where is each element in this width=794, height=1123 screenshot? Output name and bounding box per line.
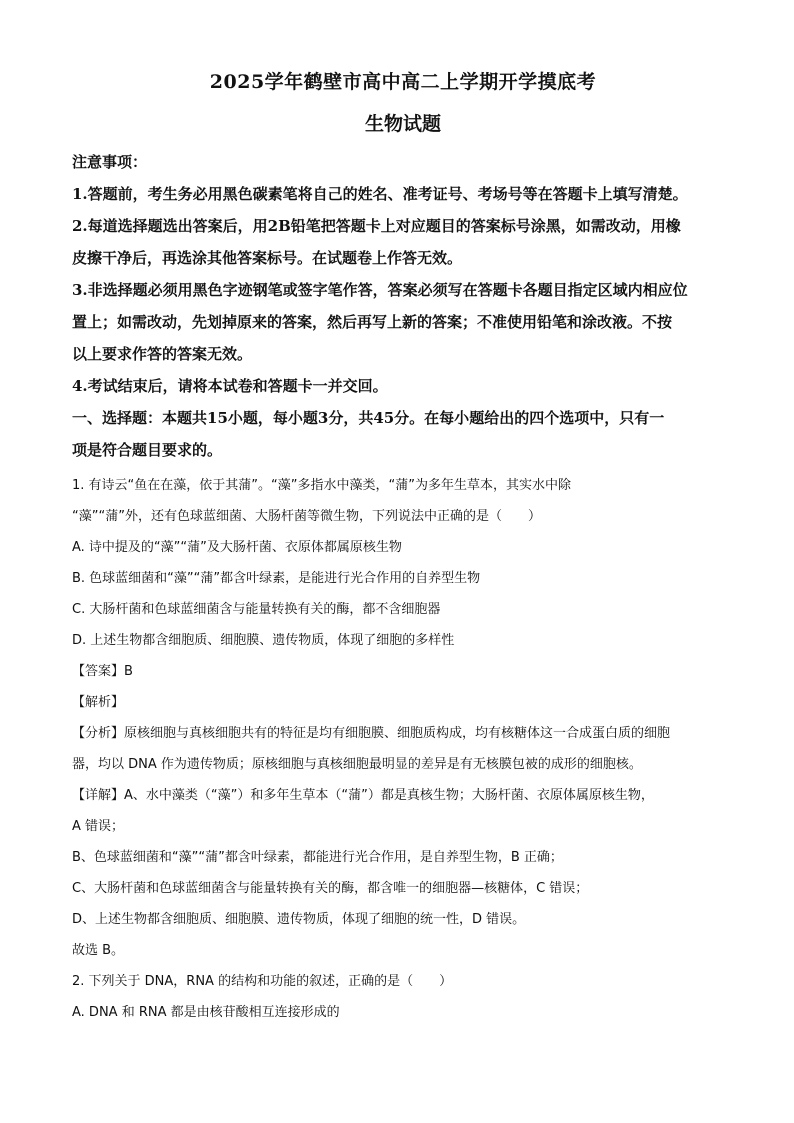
section-heading: 一、选择题：本题共15小题，每小题3分，共45分。在每小题给出的四个选项中，只有一	[72, 409, 665, 427]
option-a: A. 诗中提及的“藻”“蒲”及大肠杆菌、衣原体都属原核生物	[72, 540, 402, 555]
detail-text: 【详解】A、水中藻类（“藻”）和多年生草本（“蒲”）都是真核生物；大肠杆菌、衣原体属原核生物，	[72, 788, 654, 803]
detail-text: D、上述生物都含细胞质、细胞膜、遗传物质，体现了细胞的统一性，D 错误。	[72, 912, 526, 927]
question-stem: “藻”“蒲”外，还有色球蓝细菌、大肠杆菌等微生物，下列说法中正确的是（ ）	[72, 509, 541, 524]
instruction-line: 1.答题前，考生务必用黑色碳素笔将自己的姓名、准考证号、考场号等在答题卡上填写清楚。	[72, 185, 688, 203]
option-c: C. 大肠杆菌和色球蓝细菌含与能量转换有关的酶，都不含细胞器	[72, 602, 441, 617]
answer-label: 【答案】B	[72, 664, 133, 679]
option-a: A. DNA 和 RNA 都是由核苷酸相互连接形成的	[72, 1005, 340, 1020]
exam-subject: 生物试题	[364, 113, 441, 135]
instruction-line: 注意事项：	[72, 153, 148, 171]
option-b: B. 色球蓝细菌和“藻”“蒲”都含叶绿素，是能进行光合作用的自养型生物	[72, 571, 481, 586]
instructions	[72, 146, 734, 466]
explanation-label: 【解析】	[72, 695, 125, 710]
detail-text: B、色球蓝细菌和“藻”“蒲”都含叶绿素，都能进行光合作用，是自养型生物，B 正确；	[72, 850, 563, 865]
section-heading: 项是符合题目要求的。	[72, 441, 223, 459]
instruction-line: 2.每道选择题选出答案后，用2B铅笔把答题卡上对应题目的答案标号涂黑，如需改动，用橡	[72, 217, 681, 235]
analysis-text: 器，均以 DNA 作为遗传物质；原核细胞与真核细胞最明显的差异是有无核膜包被的成形的细胞核。	[72, 757, 642, 772]
conclusion-text: 故选 B。	[72, 943, 125, 958]
question-content	[72, 470, 734, 1028]
instruction-line: 皮擦干净后，再选涂其他答案标号。在试题卷上作答无效。	[72, 249, 463, 267]
detail-text: C、大肠杆菌和色球蓝细菌含与能量转换有关的酶，都含唯一的细胞器—核糖体，C 错误；	[72, 881, 589, 896]
instruction-line: 4.考试结束后，请将本试卷和答题卡一并交回。	[72, 377, 388, 395]
question-stem: 2. 下列关于 DNA，RNA 的结构和功能的叙述，正确的是（ ）	[72, 974, 453, 989]
question-stem: 1. 有诗云“鱼在在藻，依于其蒲”。“藻”多指水中藻类，“蒲”为多年生草本，其实水中除	[72, 478, 571, 493]
instruction-line: 置上；如需改动，先划掉原来的答案，然后再写上新的答案；不准使用铅笔和涂改液。不按	[72, 313, 673, 331]
instruction-line: 以上要求作答的答案无效。	[72, 345, 253, 363]
option-d: D. 上述生物都含细胞质、细胞膜、遗传物质，体现了细胞的多样性	[72, 633, 455, 648]
exam-title: 2025学年鹤壁市高中高二上学期开学摸底考	[209, 71, 597, 93]
instruction-line: 3.非选择题必须用黑色字迹钢笔或签字笔作答，答案必须写在答题卡各题目指定区域内相应位	[72, 281, 688, 299]
detail-text: A 错误；	[72, 819, 125, 834]
analysis-text: 【分析】原核细胞与真核细胞共有的特征是均有细胞膜、细胞质构成，均有核糖体这一合成蛋白质的细胞	[72, 726, 671, 741]
